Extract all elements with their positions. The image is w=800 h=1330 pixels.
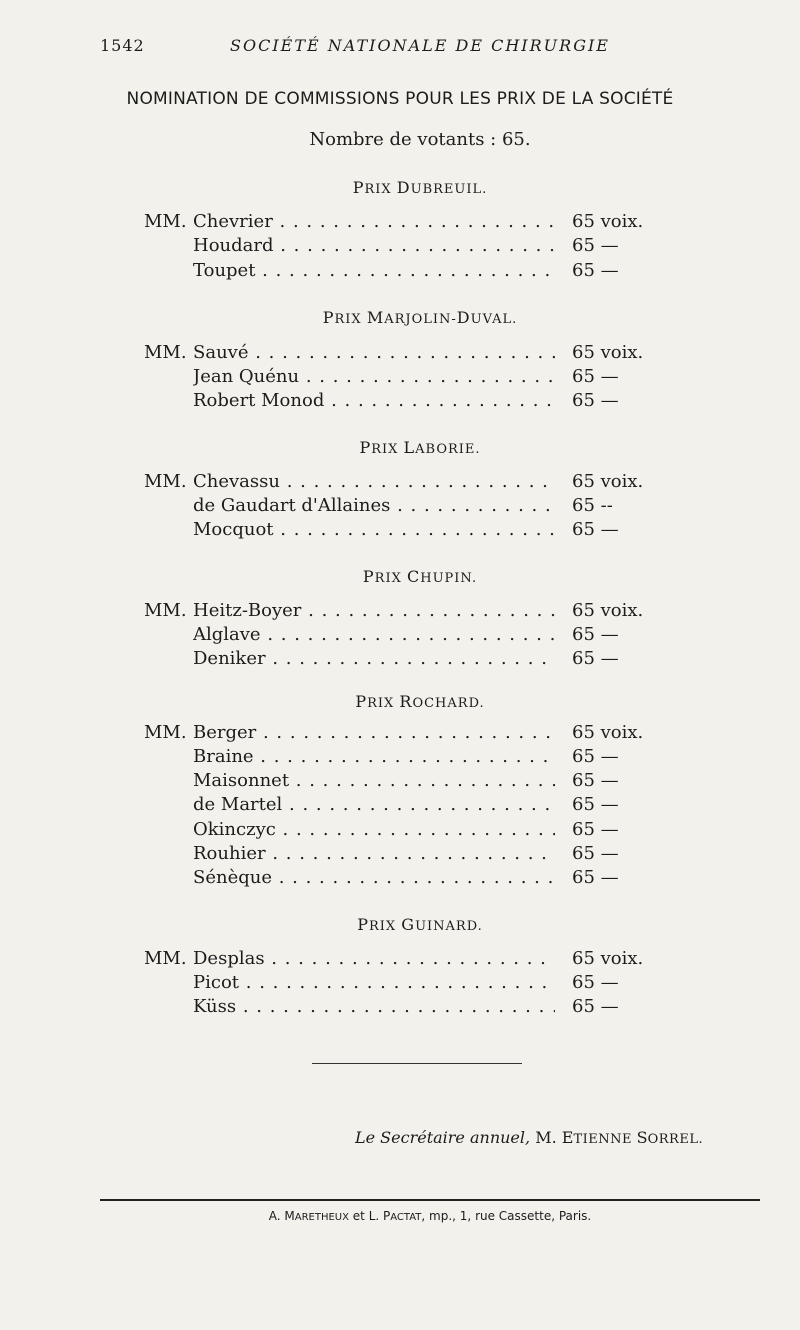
member-row: Maisonnet . . . 65 —: [0, 768, 800, 794]
member-row: Toupet . . . 65 —: [0, 258, 800, 284]
member-row: Okinczyc . . . 65 —: [0, 817, 800, 843]
member-row: Robert Monod . . . 65 —: [0, 388, 800, 414]
section-divider: [312, 1063, 522, 1064]
member-row: MM. Desplas . . . 65 voix.: [0, 946, 800, 972]
prize-heading-rochard: PRIX ROCHARD.: [355, 692, 485, 711]
member-row: Houdard . . . 65 —: [0, 233, 800, 259]
member-row: MM. Chevrier . . . 65 voix.: [0, 209, 800, 235]
member-row: Rouhier . . . 65 —: [0, 841, 800, 867]
prize-heading-guinard: PRIX GUINARD.: [357, 915, 483, 934]
printer-imprint: A. MARETHEUX et L. PACTAT, mp., 1, rue Cassette, Paris.: [268, 1209, 592, 1223]
member-row: Picot . . . 65 —: [0, 970, 800, 996]
member-row: MM. Chevassu . . . 65 voix.: [0, 469, 800, 495]
votants-count: Nombre de votants : 65.: [309, 129, 531, 150]
member-row: MM. Heitz-Boyer . . . 65 voix.: [0, 598, 800, 624]
signature-role: Le Secrétaire annuel,: [355, 1128, 531, 1147]
member-row: Braine . . . 65 —: [0, 744, 800, 770]
member-row: Jean Quénu . . . 65 —: [0, 364, 800, 390]
footer-rule: [100, 1199, 760, 1201]
member-row: de Gaudart d'Allaines . . . 65 --: [0, 493, 800, 519]
signature-line: Le Secrétaire annuel, M. ETIENNE SORREL.: [355, 1128, 704, 1147]
member-row: MM. Sauvé . . . 65 voix.: [0, 340, 800, 366]
journal-title: SOCIÉTÉ NATIONALE DE CHIRURGIE: [230, 36, 610, 55]
running-head: [100, 36, 740, 58]
member-row: Deniker . . . 65 —: [0, 646, 800, 672]
member-row: de Martel . . . 65 —: [0, 792, 800, 818]
prize-heading-marjolin-duval: PRIX MARJOLIN-DUVAL.: [322, 308, 518, 327]
prize-heading-dubreuil: PRIX DUBREUIL.: [352, 178, 488, 197]
prize-heading-chupin: PRIX CHUPIN.: [362, 567, 478, 586]
member-row: Sénèque . . . 65 —: [0, 865, 800, 891]
member-row: MM. Berger . . . 65 voix.: [0, 720, 800, 746]
page-number: 1542: [100, 36, 145, 55]
prize-heading-laborie: PRIX LABORIE.: [359, 438, 481, 457]
member-row: Mocquot . . . 65 —: [0, 517, 800, 543]
page-title: NOMINATION DE COMMISSIONS POUR LES PRIX DE LA SOCIÉTÉ: [126, 89, 674, 109]
signature-name: ETIENNE SORREL.: [561, 1128, 704, 1147]
member-row: Küss . . . 65 —: [0, 994, 800, 1020]
member-row: Alglave . . . 65 —: [0, 622, 800, 648]
